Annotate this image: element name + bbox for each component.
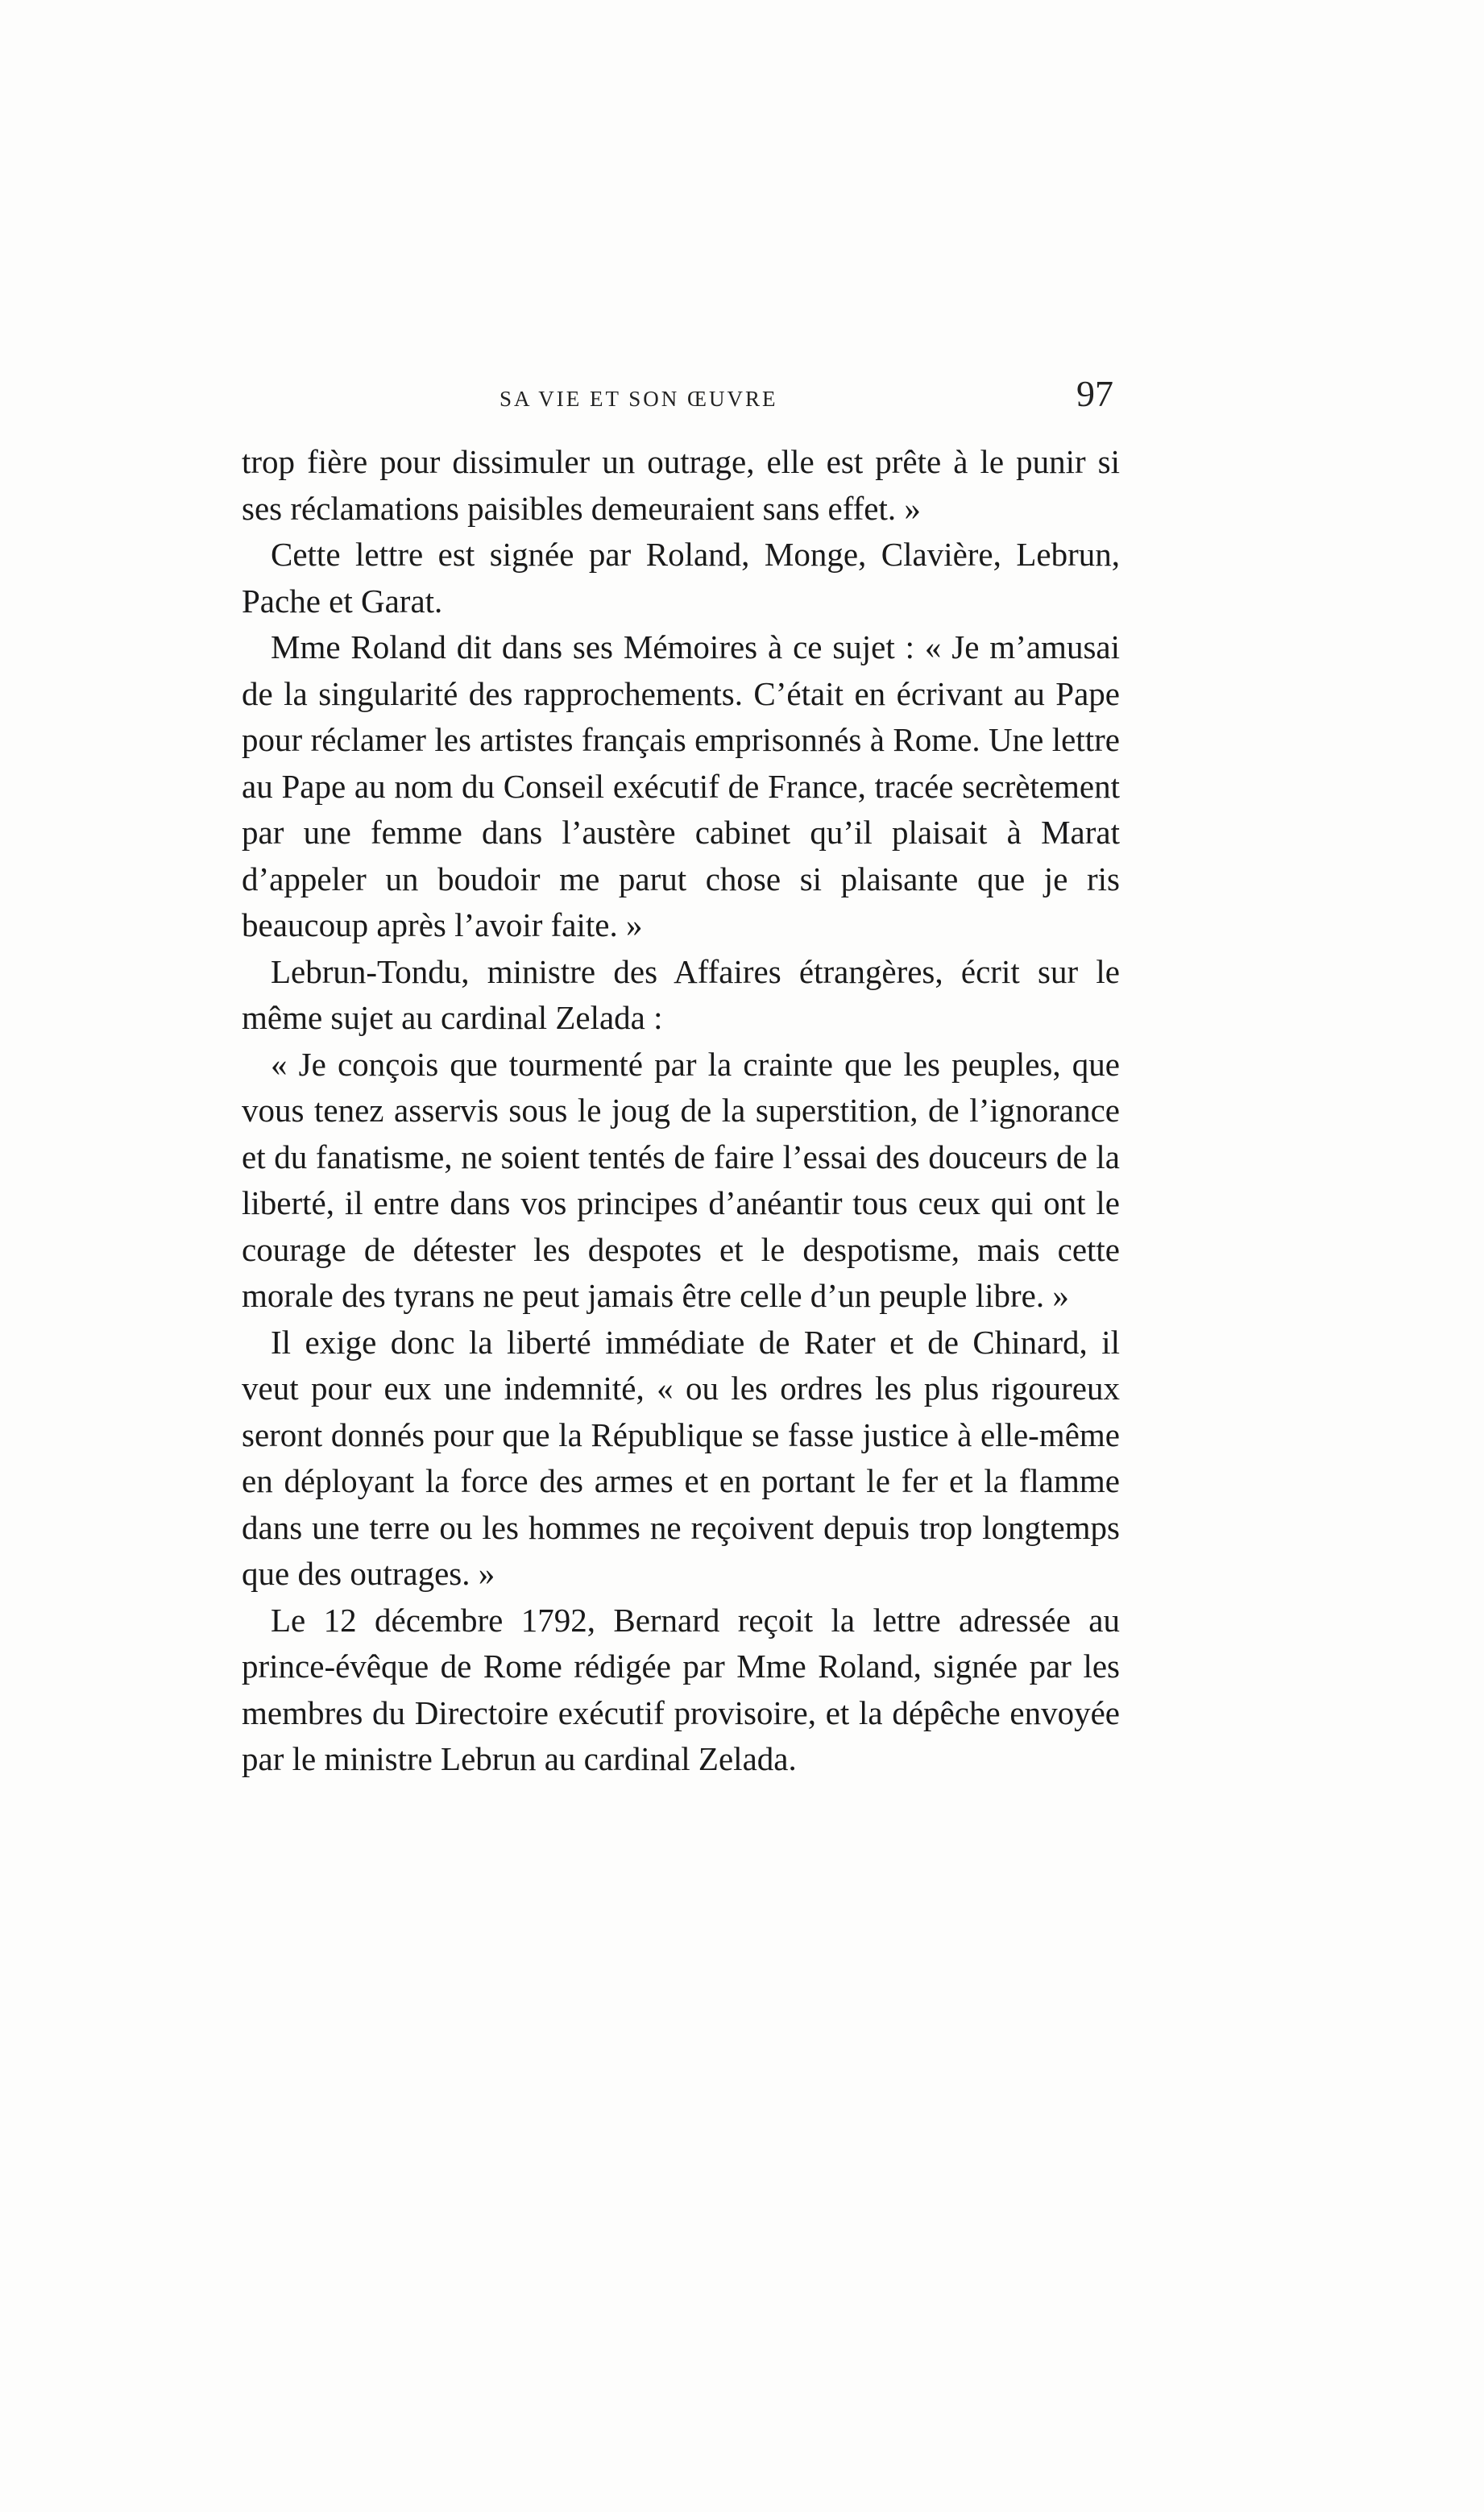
running-head: SA VIE ET SON ŒUVRE [500,387,778,411]
paragraph-demands: Il exige donc la liberté immédiate de Rater et de Chinard, il veut pour eux une indemnité, « ou les ordres les plus rigoureux seront donnés pour que la République se fasse justice à elle-même en déployant la force des armes et en portant le fer et la flamme dans une terre ou les hommes ne reçoivent depuis trop longtemps que des outrages. » [242,1323,1120,1592]
page-header [242,372,1120,437]
paragraph-continuation: trop fière pour dissimuler un outrage, elle est prête à le punir si ses réclamations paisibles demeuraient sans effet. » [242,443,1120,527]
paragraph-memoires-quote: Mme Roland dit dans ses Mémoires à ce sujet : « Je m’amusai de la singularité des rapprochements. C’était en écrivant au Pape pour réclamer les artistes français emprisonnés à Rome. Une lettre au Pape au nom du Conseil exécutif de France, tracée secrètement par une femme dans l’austère cabinet qu’il plaisait à Marat d’appeler un boudoir me parut chose si plaisante que je ris beaucoup après l’avoir faite. » [242,628,1120,943]
paragraph-bernard: Le 12 décembre 1792, Bernard reçoit la lettre adressée au prince-évêque de Rome rédigée par Mme Roland, signée par les membres du Directoire exécutif provisoire, et la dépêche envoyée par le ministre Lebrun au cardinal Zelada. [242,1601,1120,1777]
body-text [242,439,1120,1783]
paragraph-lebrun-intro: Lebrun-Tondu, ministre des Affaires étrangères, écrit sur le même sujet au cardinal Zelada : [242,952,1120,1036]
page-number: 97 [1076,373,1113,414]
paragraph-signatories: Cette lettre est signée par Roland, Monge, Clavière, Lebrun, Pache et Garat. [242,536,1120,620]
paragraph-lebrun-quote: « Je conçois que tourmenté par la crainte que les peuples, que vous tenez asservis sous le joug de la superstition, de l’ignorance et du fanatisme, ne soient tentés de faire l’essai des douceurs de la liberté, il entre dans vos principes d’anéantir tous ceux qui ont le courage de détester les despotes et le despotisme, mais cette morale des tyrans ne peut jamais être celle d’un peuple libre. » [242,1045,1120,1314]
